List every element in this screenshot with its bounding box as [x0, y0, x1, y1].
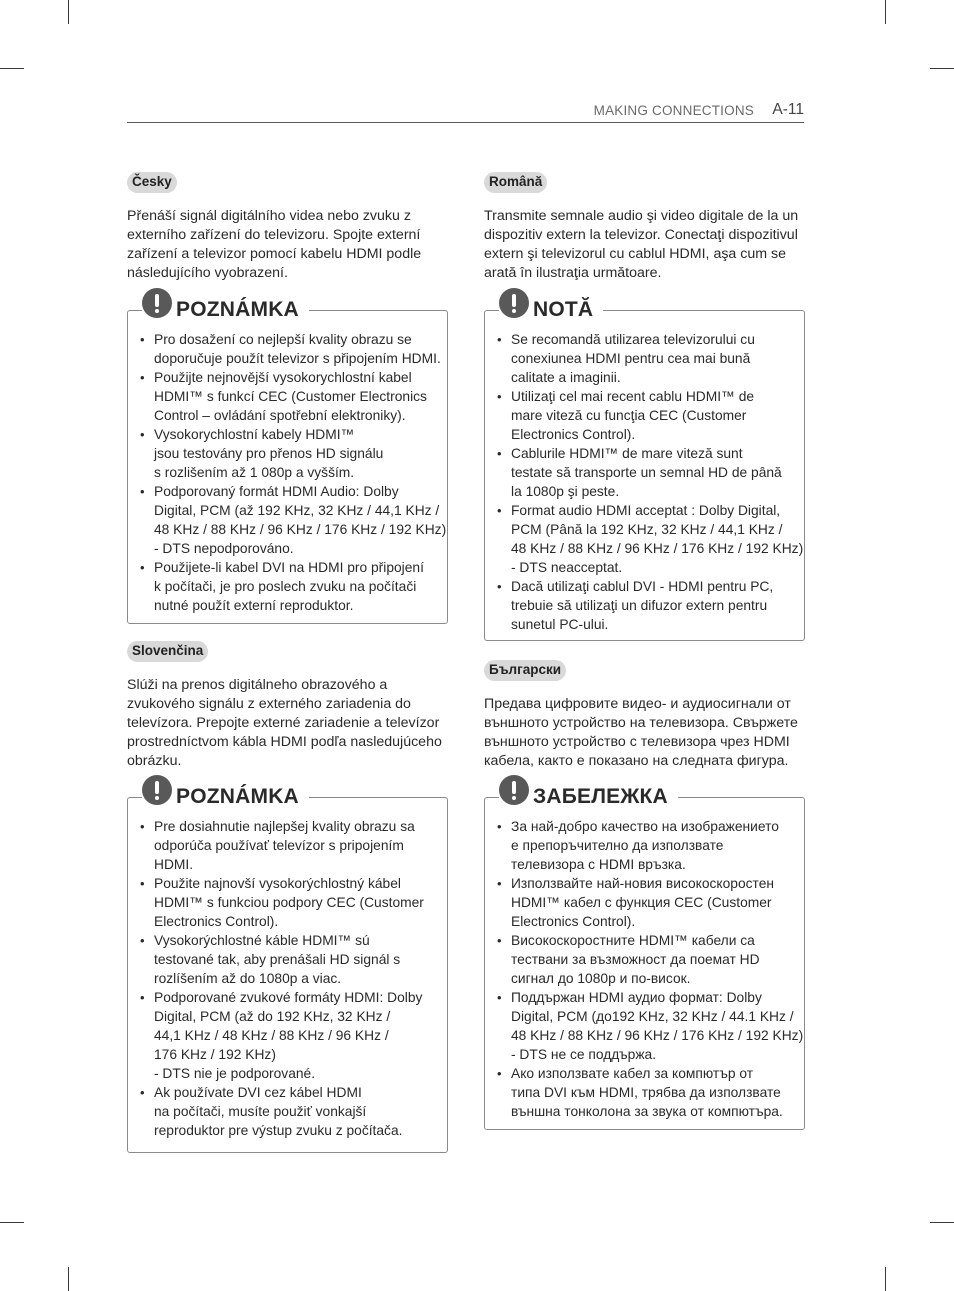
- note-item-line: • Format audio HDMI acceptat : Dolby Digital,: [511, 503, 781, 518]
- note-item-line: Electronics Control).: [154, 914, 279, 929]
- note-item-line: • Vysokorychlostní kabely HDMI™: [154, 427, 355, 442]
- note-item-line: HDMI.: [154, 857, 194, 872]
- note-item-line: 44,1 KHz / 48 KHz / 88 KHz / 96 KHz /: [154, 1028, 389, 1043]
- note-item-line: • Pre dosiahnutie najlepšej kvality obrazu sa: [154, 819, 415, 834]
- note-box-slovak: [127, 785, 448, 1153]
- note-item: [496, 387, 798, 444]
- note-item-line: na počítači, musíte použiť vonkajší: [154, 1104, 367, 1119]
- note-item-line: • Použite najnovší vysokorýchlostný kábel: [154, 876, 401, 891]
- note-item-line: jsou testovány pro přenos HD signálu: [154, 446, 384, 461]
- language-badge: Česky: [127, 172, 177, 193]
- note-item-line: външна тонколона за звука от компютъра.: [511, 1104, 783, 1119]
- note-item: [496, 931, 798, 988]
- note-item-line: - DTS nepodporováno.: [154, 541, 294, 556]
- note-item-line: nutné použít externí reproduktor.: [154, 598, 354, 613]
- note-item: [496, 330, 798, 387]
- note-title: NOTĂ: [533, 298, 594, 321]
- crop-mark: [0, 68, 24, 69]
- note-item-line: Control – ovládání spotřební elektroniky).: [154, 408, 406, 423]
- note-item-line: k počítači, je pro poslech zvuku na počítači: [154, 579, 417, 594]
- note-item-line: reproduktor pre výstup zvuku z počítača.: [154, 1123, 403, 1138]
- note-box-czech: [127, 298, 448, 624]
- note-item: [496, 577, 798, 634]
- note-item: [139, 988, 441, 1083]
- note-item: [496, 817, 798, 874]
- note-item: [139, 330, 441, 368]
- note-item-line: типа DVI към HDMI, трябва да използвате: [511, 1085, 781, 1100]
- note-item-line: Digital, PCM (až 192 KHz, 32 KHz / 44,1 KHz /: [154, 503, 440, 518]
- note-box-romanian: [484, 298, 805, 641]
- note-item-line: HDMI™ s funkcí CEC (Customer Electronics: [154, 389, 427, 404]
- note-item-line: • Utilizaţi cel mai recent cablu HDMI™ de: [511, 389, 755, 404]
- note-item-line: s rozlišením až 1 080p a vyšším.: [154, 465, 355, 480]
- page-number: A-11: [772, 101, 804, 118]
- note-item-line: • Използвайте най-новия високоскоростен: [511, 876, 775, 891]
- note-item-line: • Vysokorýchlostné káble HDMI™ sú: [154, 933, 370, 948]
- note-item-line: - DTS nie je podporované.: [154, 1066, 316, 1081]
- note-item-line: la 1080p şi peste.: [511, 484, 620, 499]
- section-romanian: [484, 172, 806, 283]
- note-item: [139, 1083, 441, 1140]
- note-heading: [499, 774, 678, 809]
- note-list: [496, 817, 804, 1121]
- note-item-line: Electronics Control).: [511, 427, 636, 442]
- intro-paragraph: Transmite semnale audio şi video digitale de la un dispozitiv extern la televizor. Conectaţi dispozitivul extern şi televizorul cu cablul HDMI, aşa cum se arată în ilustraţia următoare.: [484, 208, 799, 281]
- note-item-line: 176 KHz / 192 KHz): [154, 1047, 276, 1062]
- note-item: [139, 558, 441, 615]
- section-slovak: [127, 641, 449, 771]
- note-item-line: trebuie să utilizaţi un difuzor extern pentru: [511, 598, 768, 613]
- note-item-line: • За най-добро качество на изображението: [511, 819, 779, 834]
- note-heading: [142, 774, 309, 809]
- note-item-line: calitate a imaginii.: [511, 370, 621, 385]
- note-item-line: HDMI™ s funkciou podpory CEC (Customer: [154, 895, 424, 910]
- note-item-line: сигнал до 1080p и по-висок.: [511, 971, 691, 986]
- note-item-line: mare viteză cu funcţia CEC (Customer: [511, 408, 747, 423]
- note-item-line: • Ако използвате кабел за компютър от: [511, 1066, 754, 1081]
- note-title: POZNÁMKA: [176, 785, 299, 808]
- note-item-line: • Pro dosažení co nejlepší kvality obrazu se: [154, 332, 412, 347]
- crop-mark: [930, 1222, 954, 1223]
- language-badge: Slovenčina: [127, 641, 208, 662]
- note-item-line: testate să transporte un semnal HD de până: [511, 465, 782, 480]
- note-item-line: Electronics Control).: [511, 914, 636, 929]
- note-item-line: rozlíšením až do 1080p a viac.: [154, 971, 342, 986]
- note-item-line: телевизора с HDMI връзка.: [511, 857, 686, 872]
- note-item: [139, 931, 441, 988]
- note-item: [496, 444, 798, 501]
- note-list: [496, 330, 804, 634]
- note-heading: [499, 287, 603, 322]
- exclamation-icon: [499, 775, 529, 805]
- note-item-line: testované tak, aby prenášali HD signál s: [154, 952, 401, 967]
- note-item-line: • Podporovaný formát HDMI Audio: Dolby: [154, 484, 399, 499]
- language-badge: Български: [484, 660, 566, 681]
- section-czech: [127, 172, 449, 283]
- note-item-line: Digital, PCM (до192 KHz, 32 KHz / 44.1 KHz /: [511, 1009, 794, 1024]
- note-item-line: • Se recomandă utilizarea televizorului cu: [511, 332, 755, 347]
- note-item-line: • Podporované zvukové formáty HDMI: Dolby: [154, 990, 423, 1005]
- language-badge: Română: [484, 172, 547, 193]
- note-item-line: odporúča používať televízor s pripojením: [154, 838, 404, 853]
- note-box-bulgarian: [484, 785, 805, 1130]
- note-item: [496, 501, 804, 577]
- note-item-line: • Dacă utilizaţi cablul DVI - HDMI pentru PC,: [511, 579, 774, 594]
- note-item-line: Digital, PCM (až do 192 KHz, 32 KHz /: [154, 1009, 391, 1024]
- note-item-line: • Високоскоростните HDMI™ кабели са: [511, 933, 755, 948]
- note-item-line: - DTS neacceptat.: [511, 560, 623, 575]
- note-item: [496, 874, 798, 931]
- section-title: MAKING CONNECTIONS: [593, 103, 754, 118]
- note-item-line: • Použijte nejnovější vysokorychlostní kabel: [154, 370, 412, 385]
- intro-paragraph: Slúži na prenos digitálneho obrazového a zvukového signálu z externého zariadenia do televízora. Prepojte externé zariadenie a televízor prostredníctvom kábla HDMI podľa nasledujúceho obrázku.: [127, 677, 442, 769]
- note-title: ЗАБЕЛЕЖКА: [533, 785, 668, 808]
- note-item: [139, 482, 447, 558]
- page-header: [127, 100, 804, 123]
- crop-mark: [0, 1222, 24, 1223]
- note-heading: [142, 287, 309, 322]
- crop-mark: [68, 1267, 69, 1291]
- note-item-line: • Поддържан HDMI аудио формат: Dolby: [511, 990, 762, 1005]
- note-item: [139, 817, 441, 874]
- intro-paragraph: Přenáší signál digitálního videa nebo zvuku z externího zařízení do televizoru. Spojte externí zařízení a televizor pomocí kabelu HDMI podle následujícího vyobrazení.: [127, 208, 422, 281]
- note-item-line: doporučuje použít televizor s připojením HDMI.: [154, 351, 441, 366]
- note-item-line: 48 KHz / 88 KHz / 96 KHz / 176 KHz / 192 KHz): [511, 541, 804, 556]
- note-item-line: • Použijete-li kabel DVI na HDMI pro připojení: [154, 560, 424, 575]
- crop-mark: [68, 0, 69, 24]
- note-item-line: 48 KHz / 88 KHz / 96 KHz / 176 KHz / 192 KHz): [511, 1028, 804, 1043]
- note-item: [139, 368, 441, 425]
- note-item: [139, 425, 441, 482]
- section-bulgarian: [484, 660, 806, 771]
- note-item-line: • Cablurile HDMI™ de mare viteză sunt: [511, 446, 743, 461]
- crop-mark: [885, 0, 886, 24]
- crop-mark: [885, 1267, 886, 1291]
- intro-paragraph: Предава цифровите видео- и аудиосигнали от външното устройство на телевизора. Свържете външното устройство с телевизора чрез HDMI кабела, както е показано на следната фигура.: [484, 696, 798, 769]
- note-item-line: е препоръчително да използвате: [511, 838, 724, 853]
- note-item: [496, 988, 804, 1064]
- note-item-line: • Ak používate DVI cez kábel HDMI: [154, 1085, 362, 1100]
- crop-mark: [930, 68, 954, 69]
- note-list: [139, 330, 447, 615]
- note-list: [139, 817, 441, 1140]
- note-item: [139, 874, 441, 931]
- note-item-line: тествани за възможност да поемат HD: [511, 952, 760, 967]
- note-item-line: PCM (Până la 192 KHz, 32 KHz / 44,1 KHz /: [511, 522, 783, 537]
- note-item-line: conexiunea HDMI pentru cea mai bună: [511, 351, 751, 366]
- note-item-line: - DTS не се поддържа.: [511, 1047, 657, 1062]
- note-item: [496, 1064, 798, 1121]
- exclamation-icon: [142, 775, 172, 805]
- exclamation-icon: [142, 288, 172, 318]
- note-item-line: HDMI™ кабел с функция CEC (Customer: [511, 895, 772, 910]
- note-title: POZNÁMKA: [176, 298, 299, 321]
- note-item-line: sunetul PC-ului.: [511, 617, 609, 632]
- exclamation-icon: [499, 288, 529, 318]
- note-item-line: 48 KHz / 88 KHz / 96 KHz / 176 KHz / 192 KHz): [154, 522, 447, 537]
